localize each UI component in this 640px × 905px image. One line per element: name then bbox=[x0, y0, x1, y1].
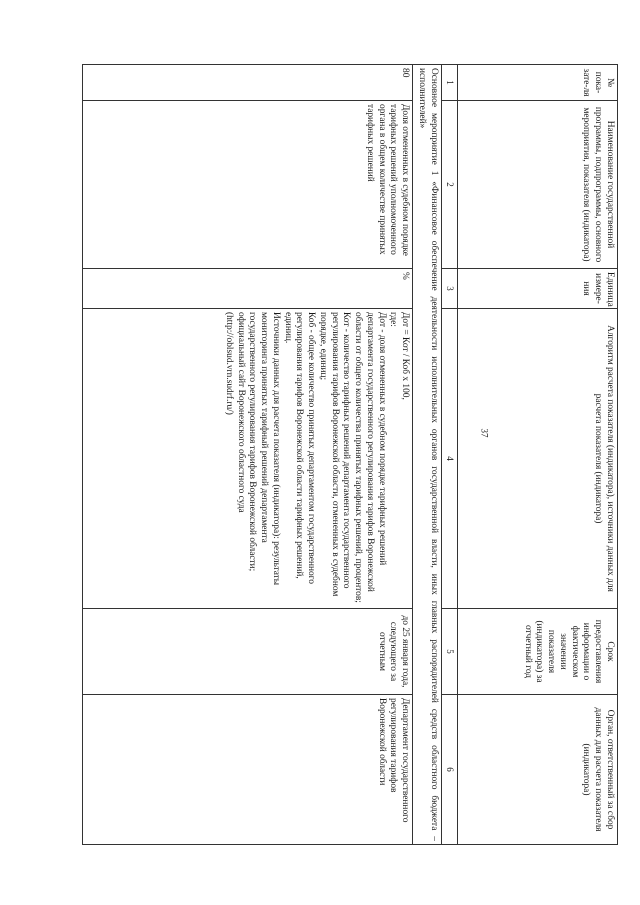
indicator-name: Доля отмененных в судебном порядке тарифных решений уполномоченного органа в общем количестве принятых тарифных решений bbox=[83, 101, 413, 269]
indicator-table bbox=[82, 64, 618, 845]
indicator-responsible: Департамент государственного регулирования тарифов Воронежской области bbox=[83, 695, 413, 845]
algorithm-definition-dot: Дот - доля отмененных в судебном порядке тарифных решений департамента государственного регулирования тарифов Воронежской области от общего количества принятых тарифных решений, процентов; bbox=[353, 312, 387, 603]
table-row bbox=[83, 65, 413, 845]
header-cell-deadline: Срок предоставления информации о фактическом значении показателя (индикатора) за отчетный год bbox=[458, 609, 618, 695]
column-number: 3 bbox=[441, 269, 457, 309]
table-header-row bbox=[458, 65, 618, 845]
column-number: 4 bbox=[441, 309, 457, 609]
column-number: 6 bbox=[441, 695, 457, 845]
column-number: 2 bbox=[441, 101, 457, 269]
algorithm-definition-kob: Коб - общее количество принятых департаментом государственного регулирования тарифов Воронежской области тарифных решений, единиц. bbox=[282, 312, 317, 584]
page-number: 37 bbox=[479, 428, 490, 438]
algorithm-where: где: bbox=[388, 312, 399, 327]
section-title: Основное мероприятие 1 «Финансовое обеспечение деятельности исполнительных органов государственной власти, иных главных распорядителей средств областного бюджета – исполнителей» bbox=[413, 65, 442, 845]
header-cell-number: № пока-зате-ля bbox=[458, 65, 618, 101]
indicator-algorithm bbox=[83, 309, 413, 609]
header-cell-unit: Единица измере-ния bbox=[458, 269, 618, 309]
algorithm-definition-kot: Кот - количество тарифных решений департамента государственного регулирования тарифов Воронежской области, отмененных в судебном порядке, единиц; bbox=[318, 312, 352, 597]
column-number: 1 bbox=[441, 65, 457, 101]
indicator-deadline: до 25 января года, следующего за отчетным bbox=[83, 609, 413, 695]
header-cell-name: Наименование государственной программы, подпрограммы, основного мероприятия, показателя (индикатора) bbox=[458, 101, 618, 269]
algorithm-data-sources: Источники данных для расчета показателя (индикатора): результаты мониторинга принятых тарифный решений департамента государственного регулирования тарифов Воронежской области; официальный сайт Воронежского областного суда (http://oblsud.vrn.sudrf.ru/) bbox=[224, 312, 281, 586]
header-cell-algorithm: Алгоритм расчета показателя (индикатора), источники данных для расчета показателя (индикатора) bbox=[458, 309, 618, 609]
column-number: 5 bbox=[441, 609, 457, 695]
indicator-unit: % bbox=[83, 269, 413, 309]
header-cell-responsible: Орган, ответственный за сбор данных для расчета показателя (индикатора) bbox=[458, 695, 618, 845]
algorithm-formula: Дот = Кот / Коб х 100, bbox=[400, 312, 411, 400]
row-number: 80 bbox=[83, 65, 413, 101]
rotated-page-content bbox=[62, 64, 618, 844]
column-numbers-row bbox=[441, 65, 457, 845]
section-row bbox=[413, 65, 442, 845]
